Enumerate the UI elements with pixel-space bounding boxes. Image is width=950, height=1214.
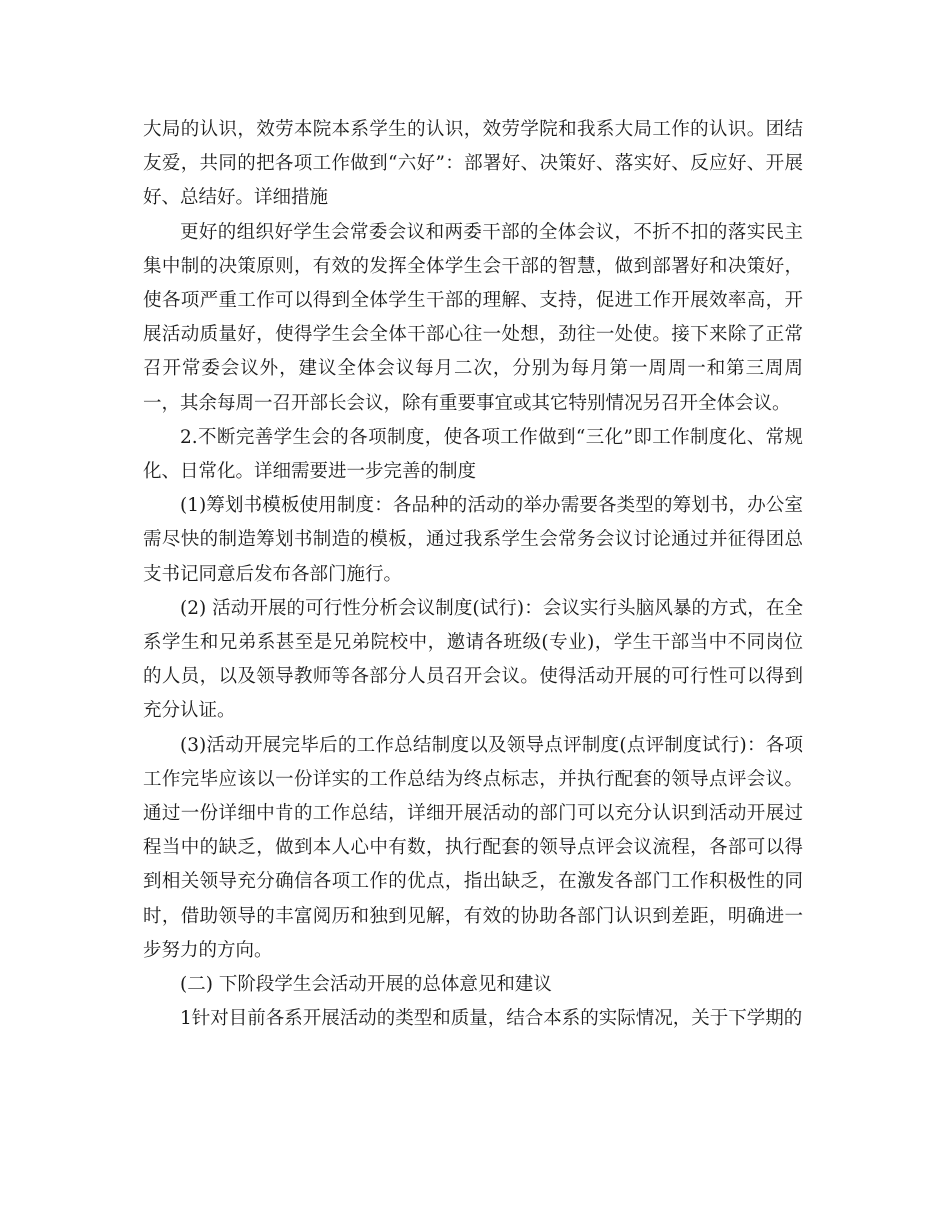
document-body (143, 113, 803, 1036)
paragraph-meetings: 更好的组织好学生会常委会议和两委干部的全体会议，不折不扣的落实民主集中制的决策原则，有效的发挥全体学生会干部的智慧，做到部署好和决策好，使各项严重工作可以得到全体学生干部的理解、支持，促进工作开展效率高，开展活动质量好，使得学生会全体干部心往一处想，劲往一处使。接下来除了正常召开常委会议外，建议全体会议每月二次，分别为每月第一周周一和第三周周一，其余每周一召开部长会议，除有重要事宜或其它特别情况另召开全体会议。 (143, 221, 803, 414)
paragraph-continuation: 大局的认识，效劳本院本系学生的认识，效劳学院和我系大局工作的认识。团结友爱，共同的把各项工作做到“六好”：部署好、决策好、落实好、反应好、开展好、总结好。详细措施 (143, 119, 803, 209)
paragraph-sub-1: (1)筹划书模板使用制度：各品种的活动的举办需要各类型的筹划书，办公室需尽快的制造筹划书制造的模板，通过我系学生会常务会议讨论通过并征得团总支书记同意后发布各部门施行。 (143, 495, 803, 585)
section-heading: (二) 下阶段学生会活动开展的总体意见和建议 (180, 974, 552, 996)
paragraph-sub-3: (3)活动开展完毕后的工作总结制度以及领导点评制度(点评制度试行)：各项工作完毕应该以一份详实的工作总结为终点标志，并执行配套的领导点评会议。通过一份详细中肯的工作总结，详细开展活动的部门可以充分认识到活动开展过程当中的缺乏，做到本人心中有数，执行配套的领导点评会议流程，各部可以得到相关领导充分确信各项工作的优点，指出缺乏，在激发各部门工作积极性的同时，借助领导的丰富阅历和独到见解，有效的协助各部门认识到差距，明确进一步努力的方向。 (143, 734, 803, 961)
paragraph-sub-2: (2) 活动开展的可行性分析会议制度(试行)：会议实行头脑风暴的方式，在全系学生和兄弟系甚至是兄弟院校中，邀请各班级(专业)，学生干部当中不同岗位的人员，以及领导教师等各部分人员召开会议。使得活动开展的可行性可以得到充分认证。 (143, 597, 803, 722)
paragraph-item-2: 2.不断完善学生会的各项制度，使各项工作做到“三化”即工作制度化、常规化、日常化。详细需要进一步完善的制度 (143, 426, 803, 483)
paragraph-item-1: 1针对目前各系开展活动的类型和质量，结合本系的实际情况，关于下学期的 (180, 1008, 803, 1030)
